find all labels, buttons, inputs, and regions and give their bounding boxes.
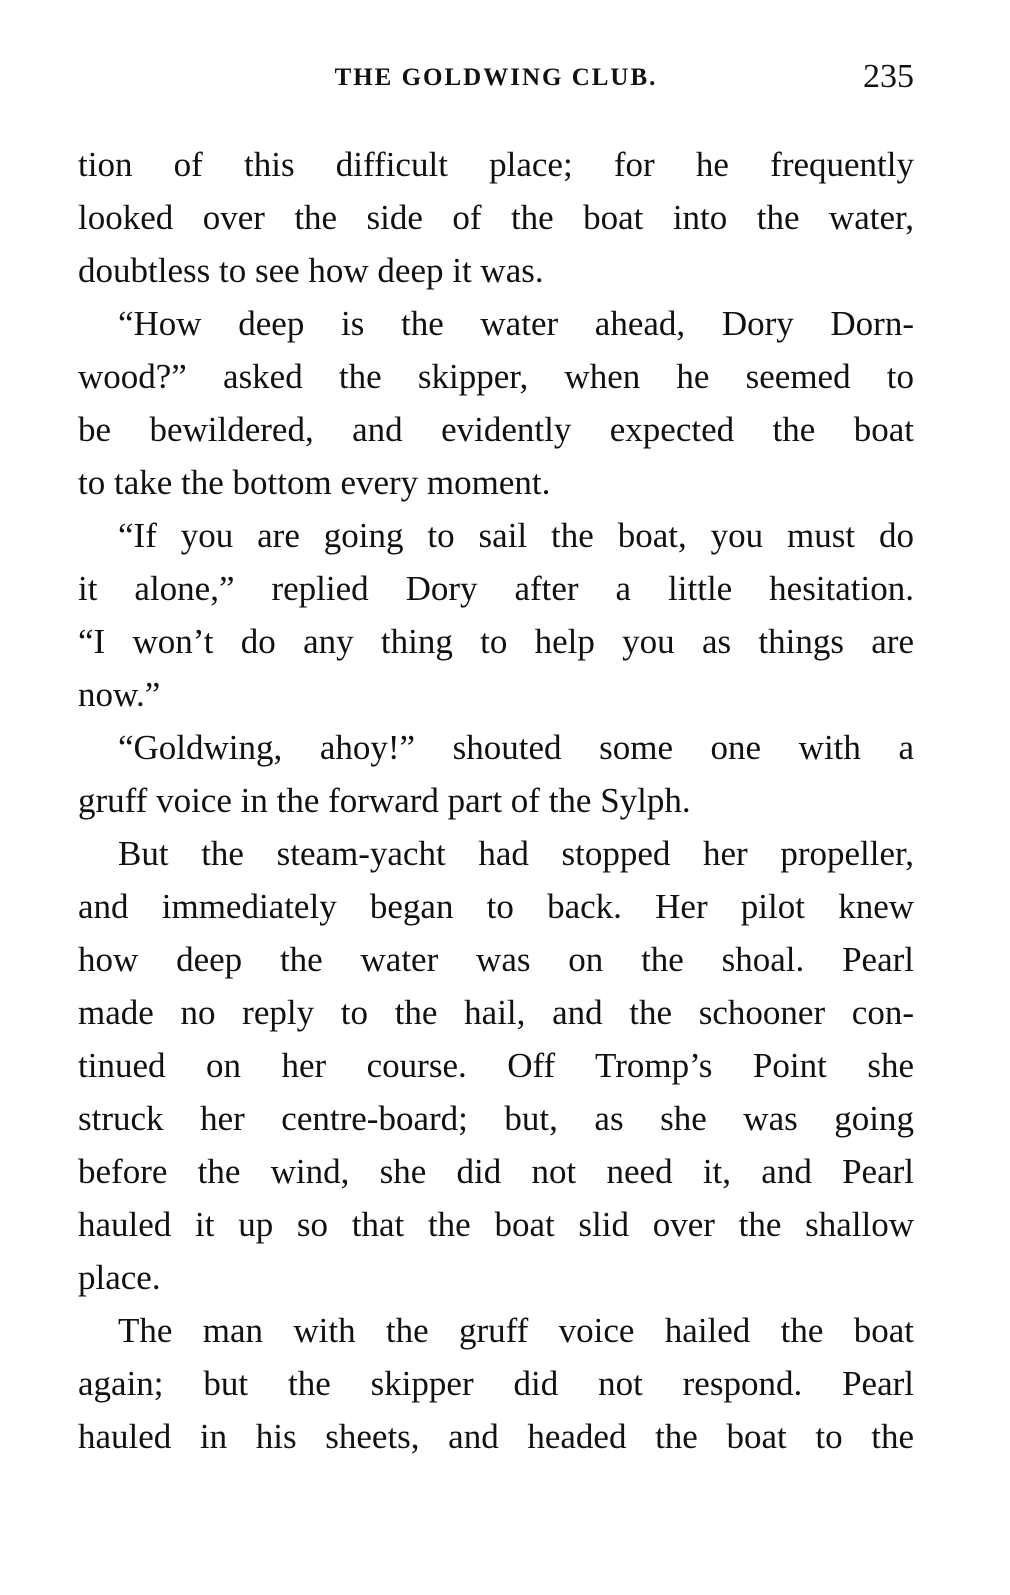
running-head [78, 58, 914, 98]
text-line: be bewildered, and evidently expected the boat [78, 410, 914, 449]
text-line: tinued on her course. Off Tromp’s Point she [78, 1046, 914, 1085]
text-line: it alone,” replied Dory after a little hesitation. [78, 569, 914, 608]
text-line: struck her centre-board; but, as she was going [78, 1099, 914, 1138]
text-line: hauled it up so that the boat slid over the shallow [78, 1205, 914, 1244]
text-line: and immediately began to back. Her pilot knew [78, 887, 914, 926]
text-line: But the steam-yacht had stopped her propeller, [118, 834, 914, 873]
text-line: how deep the water was on the shoal. Pearl [78, 940, 914, 979]
running-title: THE GOLDWING CLUB. [334, 64, 658, 91]
text-line: looked over the side of the boat into the water, [78, 198, 914, 237]
text-line: now.” [78, 675, 161, 714]
text-line: “Goldwing, ahoy!” shouted some one with a [118, 728, 914, 767]
text-line: wood?” asked the skipper, when he seemed to [78, 357, 914, 396]
text-line: hauled in his sheets, and headed the boat to the [78, 1417, 914, 1456]
text-line: doubtless to see how deep it was. [78, 251, 544, 290]
text-line: “If you are going to sail the boat, you must do [118, 516, 914, 555]
text-line: The man with the gruff voice hailed the boat [118, 1311, 914, 1350]
text-line: before the wind, she did not need it, and Pearl [78, 1152, 914, 1191]
text-line: made no reply to the hail, and the schooner con- [78, 993, 914, 1032]
text-line: “I won’t do any thing to help you as things are [78, 622, 914, 661]
text-line: “How deep is the water ahead, Dory Dorn- [118, 304, 914, 343]
body-text [78, 138, 914, 1463]
text-line: again; but the skipper did not respond. Pearl [78, 1364, 914, 1403]
text-line: place. [78, 1258, 161, 1297]
page-number: 235 [863, 58, 914, 95]
text-line: tion of this difficult place; for he frequently [78, 145, 914, 184]
text-line: gruff voice in the forward part of the Sylph. [78, 781, 691, 820]
text-line: to take the bottom every moment. [78, 463, 551, 502]
